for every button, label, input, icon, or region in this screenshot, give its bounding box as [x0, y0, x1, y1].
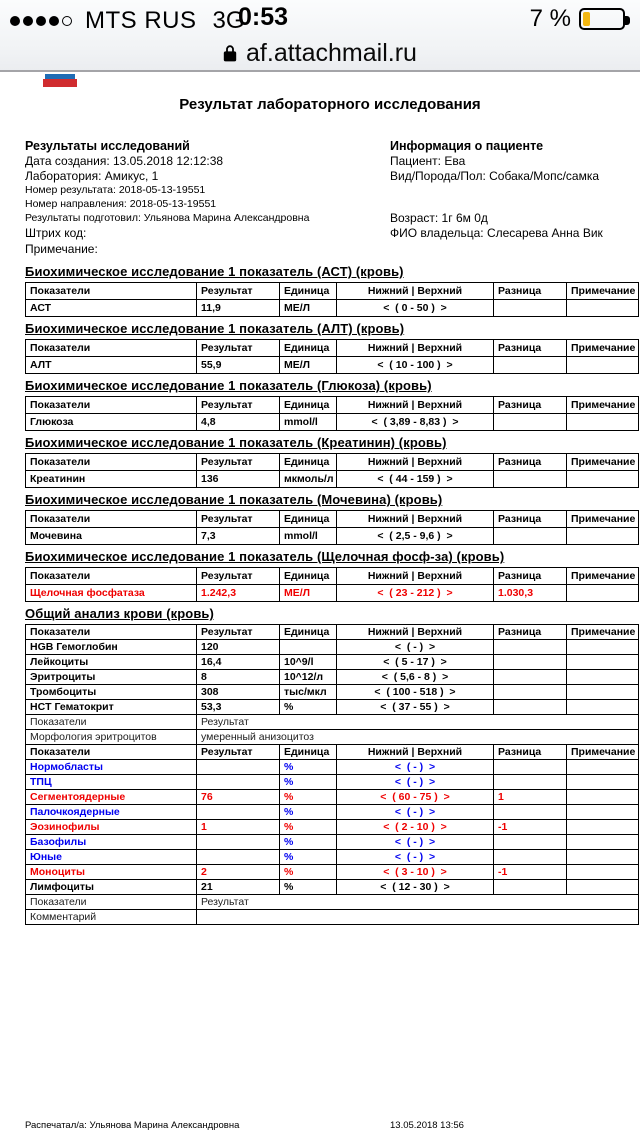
table-cell [567, 850, 639, 865]
section-title: Биохимическое исследование 1 показатель (Щелочная фосф-за) (кровь) [25, 549, 505, 565]
table-cell: 136 [197, 471, 280, 488]
table-cell: < ( 2,5 - 9,6 ) > [337, 528, 494, 545]
table-cell: Примечание [567, 397, 639, 414]
table-row [26, 528, 639, 545]
table-cell: умеренный анизоцитоз [197, 730, 639, 745]
table-row [26, 820, 639, 835]
table-cell: 16,4 [197, 655, 280, 670]
table-cell: 76 [197, 790, 280, 805]
table-cell [494, 670, 567, 685]
table-cell: Единица [280, 454, 337, 471]
table-cell: Примечание [567, 340, 639, 357]
browser-chrome [0, 0, 640, 72]
table-cell: 8 [197, 670, 280, 685]
table-cell [567, 471, 639, 488]
table-cell: Разница [494, 511, 567, 528]
section-title: Биохимическое исследование 1 показатель (Глюкоза) (кровь) [25, 378, 432, 394]
test-sections [0, 264, 640, 925]
table-cell: Нижний | Верхний [337, 397, 494, 414]
table-cell: Разница [494, 283, 567, 300]
table-cell: Морфология эритроцитов [26, 730, 197, 745]
table-cell: Показатели [26, 283, 197, 300]
table-header-row [26, 340, 639, 357]
table-cell: 2 [197, 865, 280, 880]
table-cell: Единица [280, 283, 337, 300]
clock-label: 0:53 [238, 3, 289, 31]
table-cell: % [280, 865, 337, 880]
table-cell [567, 528, 639, 545]
table-cell [567, 835, 639, 850]
table-cell [567, 655, 639, 670]
table-cell [567, 820, 639, 835]
table-cell: Эритроциты [26, 670, 197, 685]
lab-table [25, 396, 639, 431]
table-cell: 21 [197, 880, 280, 895]
table-cell: Нижний | Верхний [337, 511, 494, 528]
table-cell: Разница [494, 454, 567, 471]
patient-name-line: Пациент: Ева [390, 154, 466, 168]
table-cell: 7,3 [197, 528, 280, 545]
table-cell: Нижний | Верхний [337, 283, 494, 300]
table-cell: < ( 10 - 100 ) > [337, 357, 494, 374]
table-cell: Комментарий [26, 910, 197, 925]
referral-number-line: Номер направления: 2018-05-13-19551 [25, 198, 217, 211]
table-row [26, 895, 639, 910]
table-cell: АЛТ [26, 357, 197, 374]
table-row [26, 685, 639, 700]
lab-table [25, 624, 639, 925]
table-cell: % [280, 880, 337, 895]
species-breed-sex-line: Вид/Порода/Пол: Собака/Мопс/самка [390, 168, 600, 183]
table-cell [567, 585, 639, 602]
table-row [26, 775, 639, 790]
table-row [26, 910, 639, 925]
status-bar-left [10, 7, 245, 35]
table-cell: Нижний | Верхний [337, 340, 494, 357]
table-cell [197, 835, 280, 850]
table-cell: < ( 5,6 - 8 ) > [337, 670, 494, 685]
table-cell: 11,9 [197, 300, 280, 317]
table-cell: Примечание [567, 511, 639, 528]
lab-table [25, 453, 639, 488]
table-cell [567, 775, 639, 790]
prepared-by-line: Результаты подготовил: Ульянова Марина Александровна [25, 212, 310, 225]
carrier-label: MTS RUS [85, 7, 197, 34]
table-cell: Палочкоядерные [26, 805, 197, 820]
table-cell: Показатели [26, 511, 197, 528]
table-cell: < ( 12 - 30 ) > [337, 880, 494, 895]
table-cell: Глюкоза [26, 414, 197, 431]
table-cell: МЕ/Л [280, 585, 337, 602]
table-cell [567, 880, 639, 895]
table-cell: АСТ [26, 300, 197, 317]
table-cell [197, 910, 639, 925]
table-cell: Показатели [26, 397, 197, 414]
note-line: Примечание: [25, 242, 98, 257]
signal-strength-icon [10, 16, 75, 26]
table-cell: < ( 3 - 10 ) > [337, 865, 494, 880]
table-cell: ТПЦ [26, 775, 197, 790]
table-cell [494, 760, 567, 775]
table-cell: Единица [280, 625, 337, 640]
owner-line: ФИО владельца: Слесарева Анна Вик [390, 225, 603, 240]
table-cell: 4,8 [197, 414, 280, 431]
table-row [26, 471, 639, 488]
table-cell [494, 414, 567, 431]
table-cell: Показатели [26, 568, 197, 585]
table-cell [494, 805, 567, 820]
table-cell: Показатели [26, 625, 197, 640]
table-cell: % [280, 850, 337, 865]
table-cell: Креатинин [26, 471, 197, 488]
table-cell: < ( 2 - 10 ) > [337, 820, 494, 835]
table-cell: Единица [280, 397, 337, 414]
status-bar [0, 0, 640, 36]
table-cell: < ( - ) > [337, 850, 494, 865]
table-header-row [26, 283, 639, 300]
table-cell: < ( 3,89 - 8,83 ) > [337, 414, 494, 431]
table-cell: Результат [197, 511, 280, 528]
table-cell: Результат [197, 745, 280, 760]
table-cell: Нижний | Верхний [337, 745, 494, 760]
table-row [26, 585, 639, 602]
table-cell [494, 300, 567, 317]
battery-percent-label: 7 % [529, 5, 571, 32]
table-cell: 10^9/l [280, 655, 337, 670]
table-cell: < ( - ) > [337, 835, 494, 850]
table-cell: Единица [280, 511, 337, 528]
section-title: Биохимическое исследование 1 показатель (АСТ) (кровь) [25, 264, 404, 280]
table-row [26, 850, 639, 865]
creation-date-line: Дата создания: 13.05.2018 12:12:38 [25, 154, 224, 168]
lab-table [25, 339, 639, 374]
lock-icon [223, 44, 237, 62]
table-cell: 53,3 [197, 700, 280, 715]
printed-date-label: 13.05.2018 13:56 [390, 1120, 464, 1131]
table-cell: Результат [197, 895, 639, 910]
table-cell: Примечание [567, 745, 639, 760]
section-title: Биохимическое исследование 1 показатель (Креатинин) (кровь) [25, 435, 447, 451]
table-cell: mmol/l [280, 528, 337, 545]
table-cell: < ( 23 - 212 ) > [337, 585, 494, 602]
table-cell: mmol/l [280, 414, 337, 431]
lab-table [25, 510, 639, 545]
table-cell: Результат [197, 397, 280, 414]
table-row [26, 805, 639, 820]
table-cell: Разница [494, 745, 567, 760]
table-row [26, 835, 639, 850]
table-cell: МЕ/Л [280, 300, 337, 317]
table-cell: Эозинофилы [26, 820, 197, 835]
table-cell [197, 805, 280, 820]
table-cell [494, 850, 567, 865]
table-cell: Единица [280, 745, 337, 760]
table-cell: < ( - ) > [337, 640, 494, 655]
table-cell [494, 655, 567, 670]
table-header-row [26, 511, 639, 528]
table-cell: Примечание [567, 283, 639, 300]
table-header-row [26, 625, 639, 640]
table-cell: % [280, 790, 337, 805]
table-header-row [26, 568, 639, 585]
table-cell: Результат [197, 454, 280, 471]
table-cell [494, 640, 567, 655]
report-info [0, 139, 640, 257]
table-cell: Единица [280, 568, 337, 585]
table-cell: МЕ/Л [280, 357, 337, 374]
battery-icon [579, 8, 625, 30]
table-cell: Мочевина [26, 528, 197, 545]
table-cell: HGB Гемоглобин [26, 640, 197, 655]
table-cell [494, 835, 567, 850]
table-row [26, 357, 639, 374]
table-cell: 308 [197, 685, 280, 700]
table-cell: Результат [197, 340, 280, 357]
table-cell: % [280, 820, 337, 835]
table-cell [494, 685, 567, 700]
table-cell: Лимфоциты [26, 880, 197, 895]
table-cell [494, 775, 567, 790]
table-cell: < ( 100 - 518 ) > [337, 685, 494, 700]
patient-info-heading: Информация о пациенте [390, 139, 544, 153]
lab-report-document [0, 72, 640, 929]
table-cell: < ( - ) > [337, 805, 494, 820]
table-cell: < ( 37 - 55 ) > [337, 700, 494, 715]
table-cell: Результат [197, 625, 280, 640]
table-cell [567, 685, 639, 700]
table-cell: < ( 44 - 159 ) > [337, 471, 494, 488]
table-cell: -1 [494, 865, 567, 880]
table-cell [567, 805, 639, 820]
table-cell: Моноциты [26, 865, 197, 880]
table-cell [280, 640, 337, 655]
table-cell: Нормобласты [26, 760, 197, 775]
table-cell [197, 850, 280, 865]
table-cell: 1 [494, 790, 567, 805]
table-cell: Результат [197, 568, 280, 585]
table-cell [567, 357, 639, 374]
table-cell: Нижний | Верхний [337, 454, 494, 471]
page-title: Результат лабораторного исследования [179, 96, 481, 113]
table-row [26, 865, 639, 880]
table-row [26, 670, 639, 685]
table-cell [494, 357, 567, 374]
table-cell: % [280, 805, 337, 820]
network-type-label: 3G [212, 7, 245, 34]
table-cell: 10^12/л [280, 670, 337, 685]
table-cell [494, 471, 567, 488]
table-cell: тыс/мкл [280, 685, 337, 700]
table-cell: Показатели [26, 745, 197, 760]
table-cell: Примечание [567, 568, 639, 585]
table-cell: < ( 0 - 50 ) > [337, 300, 494, 317]
table-cell [494, 528, 567, 545]
table-cell: Нижний | Верхний [337, 625, 494, 640]
table-cell: < ( - ) > [337, 760, 494, 775]
table-cell: Тромбоциты [26, 685, 197, 700]
table-cell: мкмоль/л [280, 471, 337, 488]
result-number-line: Номер результата: 2018-05-13-19551 [25, 184, 206, 197]
table-cell: 1.030,3 [494, 585, 567, 602]
table-cell: Примечание [567, 625, 639, 640]
section-title: Биохимическое исследование 1 показатель (АЛТ) (кровь) [25, 321, 405, 337]
table-cell: -1 [494, 820, 567, 835]
table-cell [567, 760, 639, 775]
table-cell [567, 640, 639, 655]
table-cell: % [280, 700, 337, 715]
table-cell: Показатели [26, 715, 197, 730]
table-cell: Показатели [26, 340, 197, 357]
table-cell [567, 790, 639, 805]
table-row [26, 715, 639, 730]
table-cell: Единица [280, 340, 337, 357]
table-cell: Разница [494, 625, 567, 640]
patient-info-block [390, 139, 640, 257]
laboratory-line: Лаборатория: Амикус, 1 [25, 168, 159, 183]
table-row [26, 640, 639, 655]
table-cell [494, 880, 567, 895]
table-cell: Лейкоциты [26, 655, 197, 670]
table-cell: < ( 5 - 17 ) > [337, 655, 494, 670]
table-cell [567, 414, 639, 431]
table-row [26, 655, 639, 670]
barcode-line: Штрих код: [25, 226, 87, 241]
table-cell [567, 670, 639, 685]
table-row [26, 730, 639, 745]
table-cell: Разница [494, 568, 567, 585]
url-text[interactable]: af.attachmail.ru [246, 38, 417, 67]
table-cell: Разница [494, 397, 567, 414]
table-row [26, 300, 639, 317]
table-cell: < ( - ) > [337, 775, 494, 790]
table-cell [494, 700, 567, 715]
results-info-heading: Результаты исследований [25, 139, 190, 153]
table-cell [567, 700, 639, 715]
table-cell [197, 775, 280, 790]
address-bar[interactable] [0, 36, 640, 70]
table-cell [567, 865, 639, 880]
table-cell: Показатели [26, 454, 197, 471]
table-cell: 1 [197, 820, 280, 835]
section-title: Биохимическое исследование 1 показатель (Мочевина) (кровь) [25, 492, 443, 508]
table-cell: Базофилы [26, 835, 197, 850]
table-cell: Примечание [567, 454, 639, 471]
results-info-block [25, 139, 390, 257]
table-cell: Нижний | Верхний [337, 568, 494, 585]
table-header-row [26, 397, 639, 414]
status-bar-right [530, 5, 630, 33]
table-cell: < ( 60 - 75 ) > [337, 790, 494, 805]
table-cell: 55,9 [197, 357, 280, 374]
table-cell: Результат [197, 715, 639, 730]
age-line: Возраст: 1г 6м 0д [390, 211, 488, 226]
table-cell: % [280, 760, 337, 775]
table-cell: Сегментоядерные [26, 790, 197, 805]
printed-by-label: Распечатал/а: Ульянова Марина Александровна [25, 1120, 240, 1131]
table-cell [567, 300, 639, 317]
table-cell: % [280, 775, 337, 790]
table-row [26, 790, 639, 805]
table-row [26, 700, 639, 715]
table-cell: HCT Гематокрит [26, 700, 197, 715]
table-cell: Показатели [26, 895, 197, 910]
table-row [26, 880, 639, 895]
section-title: Общий анализ крови (кровь) [25, 606, 214, 622]
lab-table [25, 567, 639, 602]
table-header-row [26, 745, 639, 760]
table-cell [197, 760, 280, 775]
table-cell: Результат [197, 283, 280, 300]
table-cell: Щелочная фосфатаза [26, 585, 197, 602]
table-row [26, 760, 639, 775]
table-header-row [26, 454, 639, 471]
table-cell: Разница [494, 340, 567, 357]
lab-table [25, 282, 639, 317]
table-row [26, 414, 639, 431]
table-cell: Юные [26, 850, 197, 865]
table-cell: 120 [197, 640, 280, 655]
table-cell: % [280, 835, 337, 850]
table-cell: 1.242,3 [197, 585, 280, 602]
